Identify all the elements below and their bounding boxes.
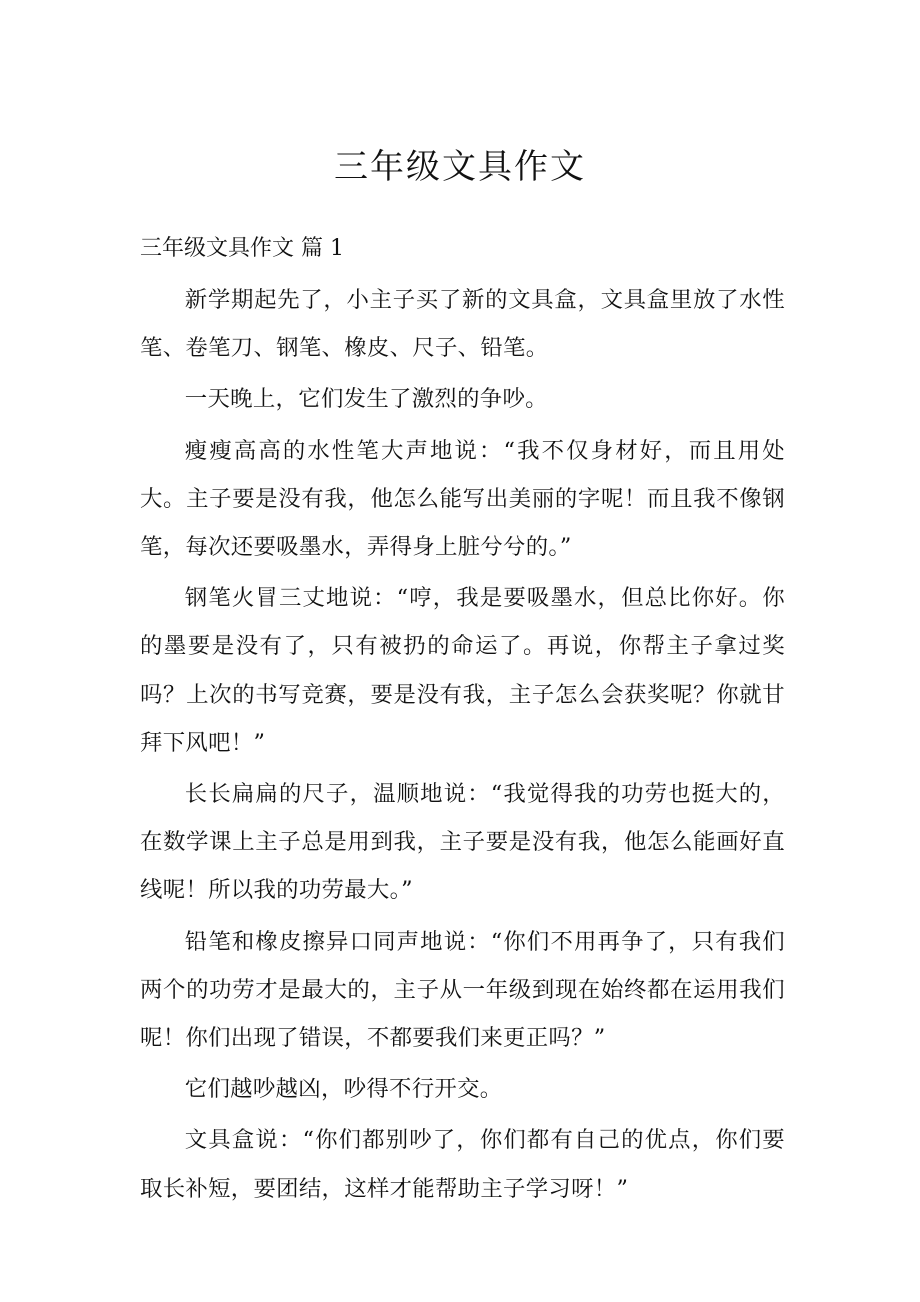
paragraph: 文具盒说：“你们都别吵了，你们都有自己的优点，你们要取长补短，要团结，这样才能帮助主子学习呀！”: [140, 1127, 785, 1202]
paragraph: 长长扁扁的尺子，温顺地说：“我觉得我的功劳也挺大的，在数学课上主子总是用到我，主子要是没有我，他怎么能画好直线呢！所以我的功劳最大。”: [140, 781, 785, 904]
paragraph: 新学期起先了，小主子买了新的文具盒，文具盒里放了水性笔、卷笔刀、钢笔、橡皮、尺子、铅笔。: [140, 287, 785, 362]
paragraph: 瘦瘦高高的水性笔大声地说：“我不仅身材好，而且用处大。主子要是没有我，他怎么能写出美丽的字呢！而且我不像钢笔，每次还要吸墨水，弄得身上脏兮兮的。”: [140, 437, 785, 561]
document-body: [140, 225, 785, 1216]
paragraph: 钢笔火冒三丈地说：“哼，我是要吸墨水，但总比你好。你的墨要是没有了，只有被扔的命运了。再说，你帮主子拿过奖吗？上次的书写竞赛，要是没有我，主子怎么会获奖呢？你就甘拜下风吧！”: [140, 585, 785, 756]
paragraph: 一天晚上，它们发生了激烈的争吵。: [184, 386, 548, 413]
paragraph: 铅笔和橡皮擦异口同声地说：“你们不用再争了，只有我们两个的功劳才是最大的，主子从一年级到现在始终都在运用我们呢！你们出现了错误，不都要我们来更正吗？”: [140, 928, 785, 1052]
section-heading: 三年级文具作文 篇 1: [140, 236, 344, 261]
document-title: 三年级文具作文: [334, 147, 586, 187]
paragraph: 它们越吵越凶，吵得不行开交。: [184, 1076, 503, 1103]
